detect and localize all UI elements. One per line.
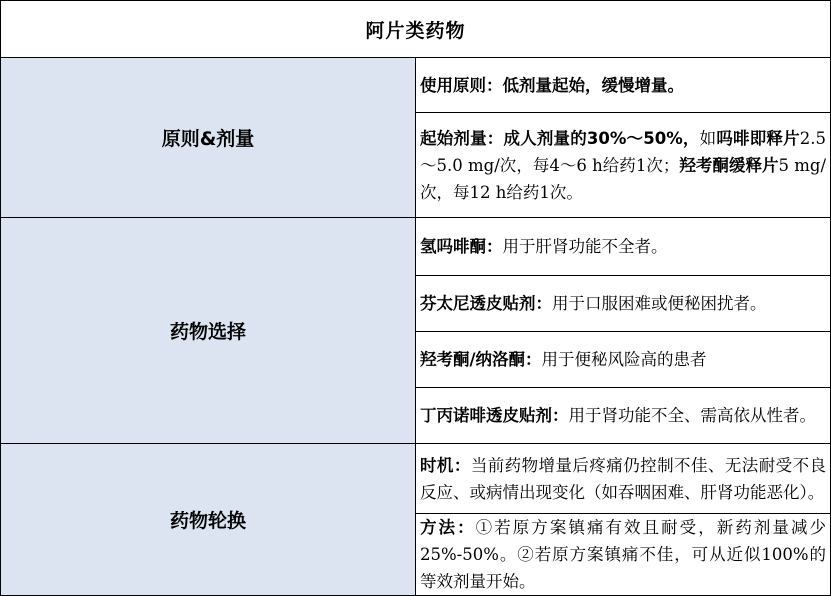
row-label: 丁丙诺啡透皮贴剂： <box>420 406 569 425</box>
row-label: 起始剂量： <box>420 128 504 148</box>
row-oxycodone-naloxone <box>416 332 831 388</box>
row-rotation-method <box>416 514 831 596</box>
row-text: 如 <box>699 128 717 148</box>
row-text: 用于口服困难或便秘困扰者。 <box>552 294 767 313</box>
row-label: 使用原则： <box>420 75 503 95</box>
row-text: 当前药物增量后疼痛仍控制不佳、无法耐受不良反应、或病情出现变化（如吞咽困难、肝肾功能恶化）。 <box>420 455 827 502</box>
row-usage-principle <box>416 58 831 113</box>
row-label: 芬太尼透皮贴剂： <box>420 294 552 313</box>
row-label: 氢吗啡酮： <box>420 237 503 256</box>
row-text: 用于肝肾功能不全者。 <box>502 237 668 256</box>
row-starting-dose <box>416 113 831 218</box>
row-fentanyl-patch <box>416 276 831 332</box>
table-title: 阿片类药物 <box>1 1 831 58</box>
row-text-bold: 吗啡即释片 <box>716 128 800 148</box>
category-drug-rotation: 药物轮换 <box>1 444 416 596</box>
category-principle-dose: 原则&剂量 <box>1 58 416 218</box>
row-hydromorphone <box>416 218 831 276</box>
row-text: 2.5～5.0 mg/次，每4～6 h给药1次； <box>420 128 826 175</box>
row-buprenorphine-patch <box>416 388 831 444</box>
row-label: 方法： <box>420 518 476 537</box>
row-text-bold: 羟考酮缓释片 <box>679 155 779 175</box>
row-label: 羟考酮/纳洛酮： <box>420 350 542 369</box>
category-drug-selection: 药物选择 <box>1 218 416 444</box>
row-label: 时机： <box>420 455 471 475</box>
row-text: 5 mg/次，每12 h给药1次。 <box>420 155 827 202</box>
row-text-bold: 成人剂量的30%～50%， <box>503 128 700 148</box>
row-text: ①若原方案镇痛有效且耐受，新药剂量减少25%-50%。②若原方案镇痛不佳，可从近似100%的等效剂量开始。 <box>420 518 827 591</box>
row-text: 低剂量起始，缓慢增量。 <box>502 75 684 95</box>
row-text: 用于便秘风险高的患者 <box>541 350 707 369</box>
row-text: 用于肾功能不全、需高依从性者。 <box>568 406 816 425</box>
row-rotation-timing <box>416 444 831 514</box>
